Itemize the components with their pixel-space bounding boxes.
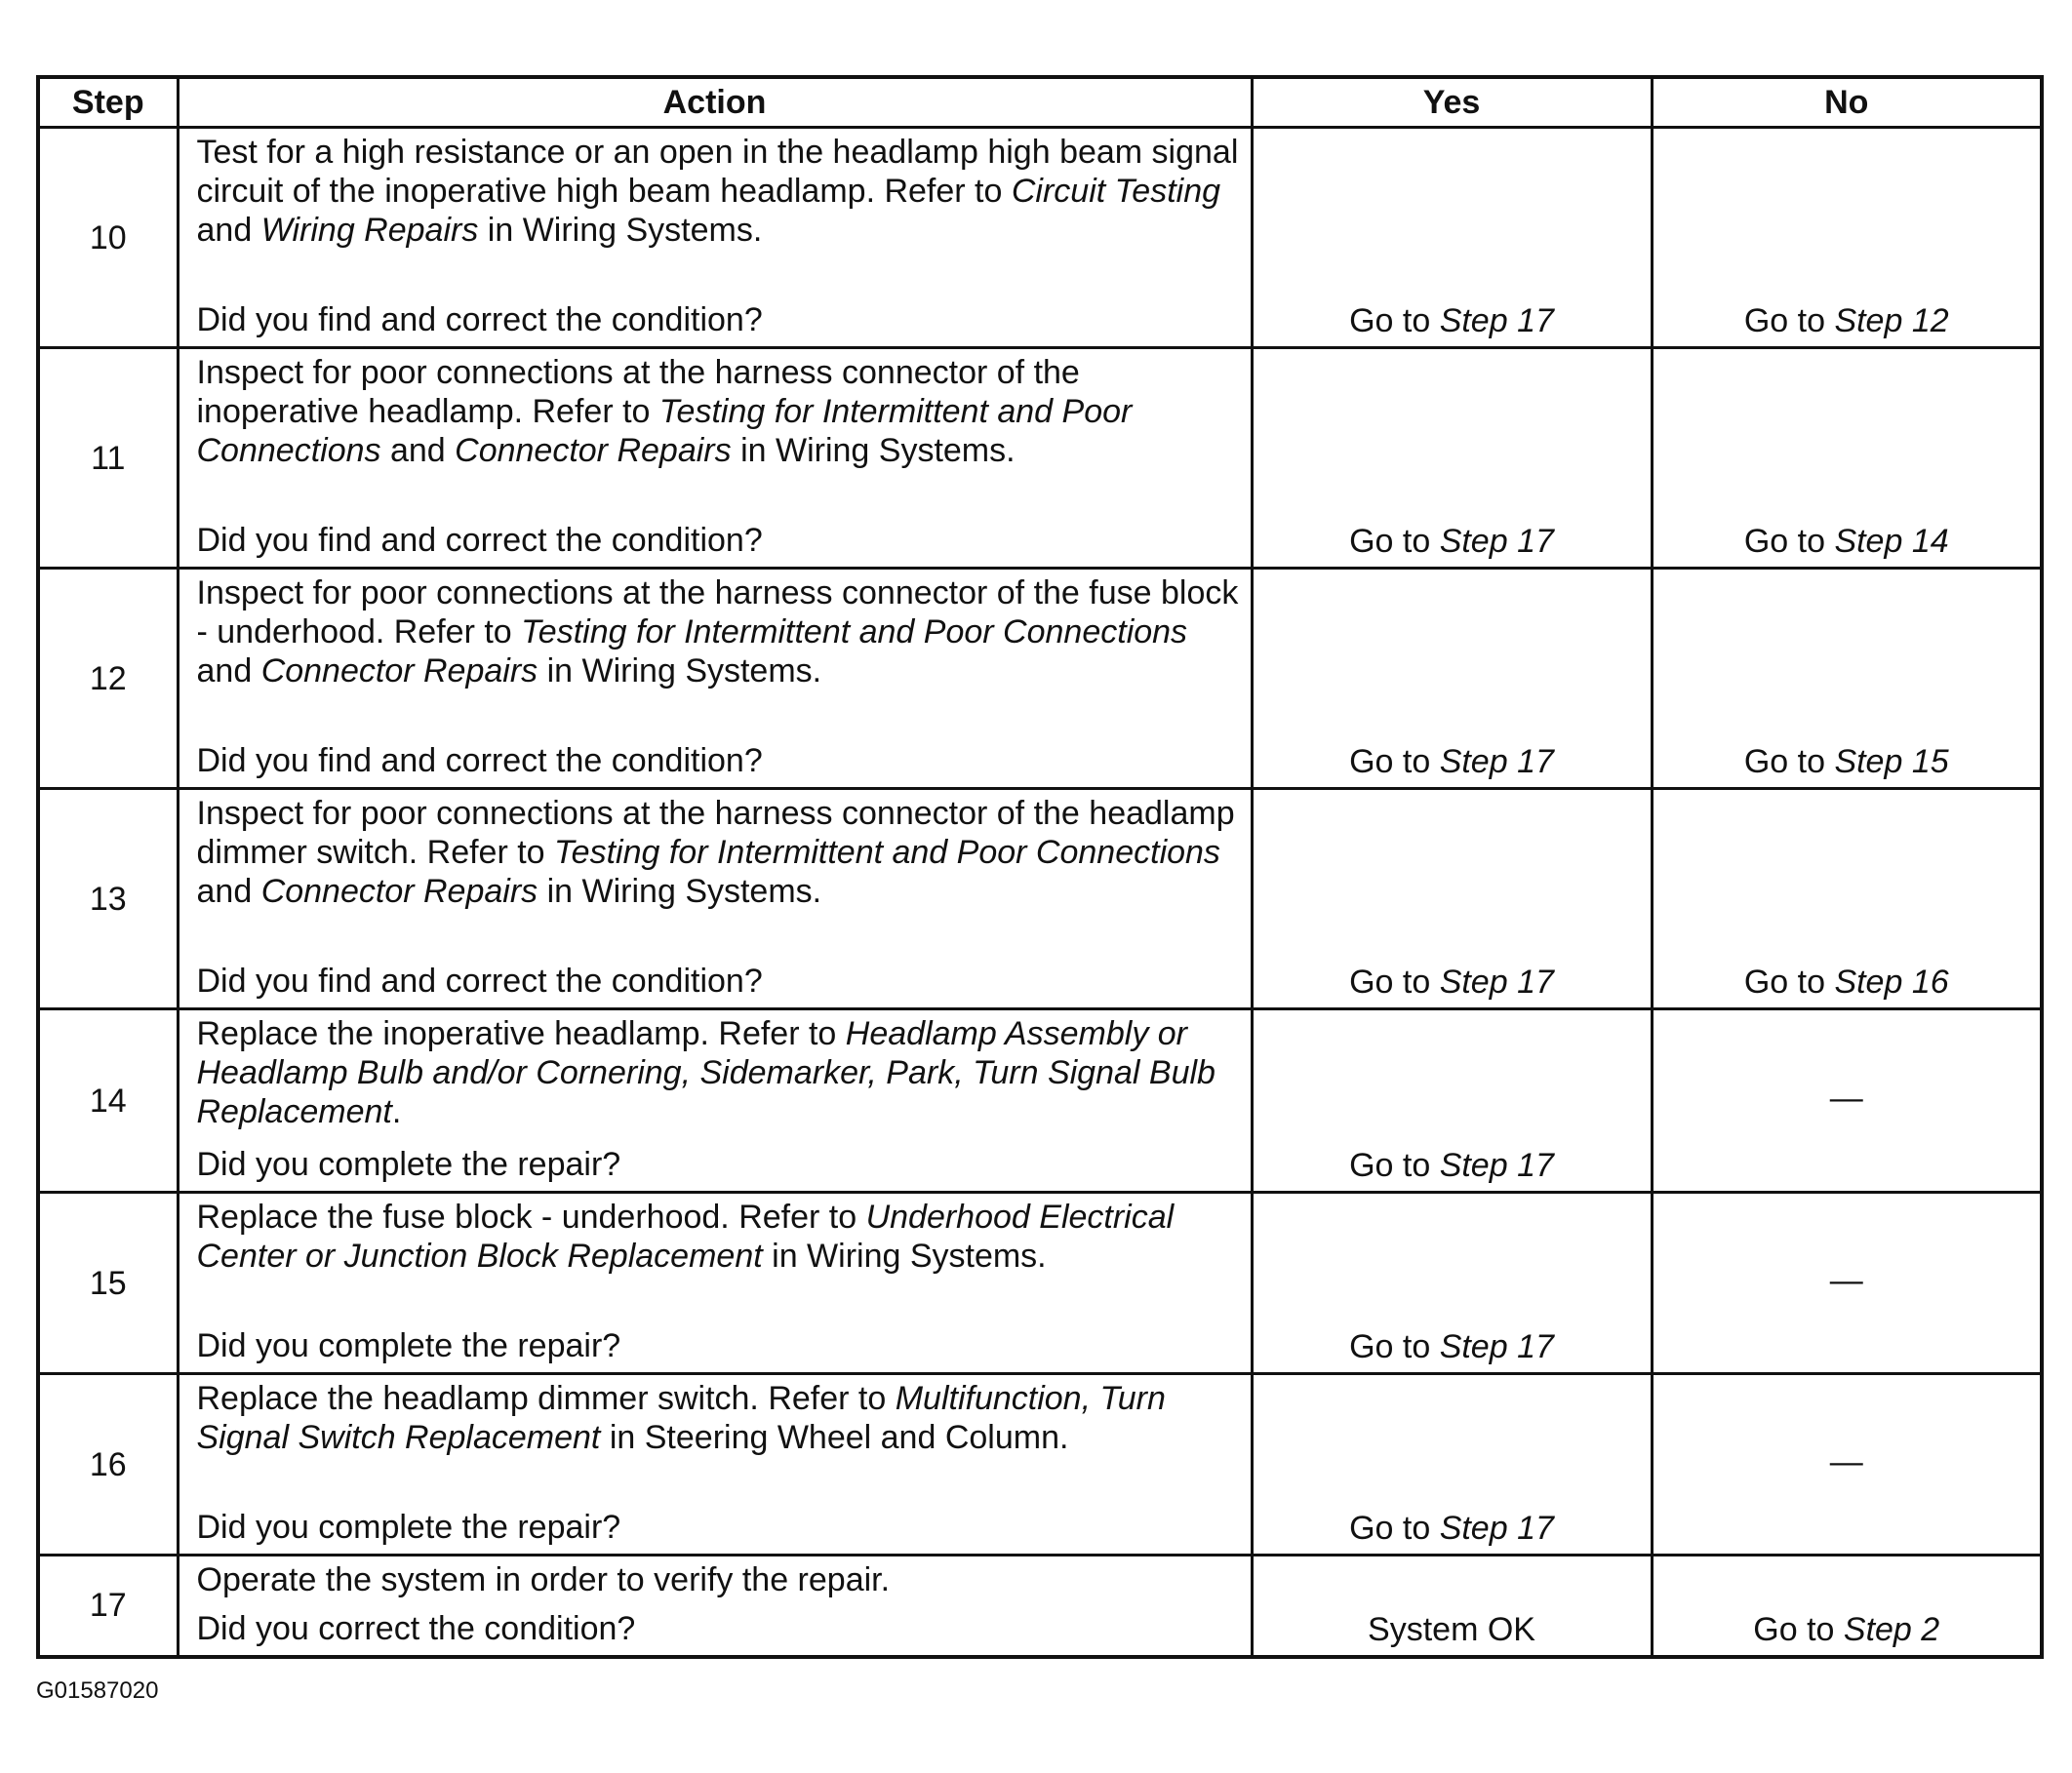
table-row — [38, 569, 2042, 789]
no-result-text: Go to — [1743, 743, 1835, 780]
no-step-reference: Step 15 — [1834, 743, 1949, 780]
yes-cell — [1252, 789, 1652, 1009]
no-result-text: Go to — [1743, 302, 1835, 339]
action-reference: Testing for Intermittent and Poor Connections — [521, 613, 1188, 650]
yes-result-text: Go to — [1349, 1328, 1440, 1365]
action-text — [197, 353, 1239, 470]
yes-result-text: System OK — [1368, 1610, 1535, 1648]
action-segment: Replace the headlamp dimmer switch. Refer to — [196, 1380, 896, 1417]
no-step-reference: Step 16 — [1834, 964, 1949, 1001]
yes-result-text: Go to — [1349, 743, 1440, 780]
header-row — [38, 77, 2042, 128]
no-result-text: — — [1829, 1442, 1863, 1480]
action-question: Did you find and correct the condition? — [196, 301, 763, 338]
action-question: Did you find and correct the condition? — [196, 742, 763, 779]
yes-cell — [1252, 1374, 1652, 1556]
action-segment: and — [196, 652, 261, 690]
action-cell — [178, 569, 1252, 789]
header-no: No — [1652, 77, 2042, 128]
yes-step-reference: Step 17 — [1439, 743, 1554, 780]
yes-step-reference: Step 17 — [1439, 302, 1554, 339]
yes-cell — [1252, 1009, 1652, 1193]
action-segment: in Wiring Systems. — [762, 1238, 1047, 1275]
action-cell — [178, 128, 1252, 348]
action-segment: in Wiring Systems. — [478, 212, 763, 249]
action-segment: in Steering Wheel and Column. — [600, 1419, 1069, 1456]
action-cell — [178, 1193, 1252, 1374]
yes-step-reference: Step 17 — [1439, 964, 1554, 1001]
yes-result-text: Go to — [1349, 1147, 1440, 1184]
action-question: Did you find and correct the condition? — [196, 522, 763, 559]
action-reference: Wiring Repairs — [260, 212, 479, 249]
no-step-reference: Step 12 — [1834, 302, 1949, 339]
no-result-text: — — [1829, 1079, 1863, 1117]
step-number: 10 — [38, 128, 178, 348]
step-number: 14 — [38, 1009, 178, 1193]
table-row — [38, 789, 2042, 1009]
action-text — [197, 1014, 1239, 1131]
yes-result-text: Go to — [1349, 1510, 1440, 1547]
action-cell — [178, 1374, 1252, 1556]
action-reference: Testing for Intermittent and Poor Connections — [554, 834, 1220, 871]
step-number: 13 — [38, 789, 178, 1009]
header-yes: Yes — [1252, 77, 1652, 128]
step-number: 12 — [38, 569, 178, 789]
action-reference: Multifunction, Turn Signal Switch Replacement — [196, 1380, 1166, 1456]
step-number: 11 — [38, 348, 178, 569]
action-reference: Headlamp Assembly or Headlamp Bulb and/or Cornering, Sidemarker, Park, Turn Signal Bulb Replacement — [196, 1015, 1215, 1130]
no-step-reference: Step 14 — [1834, 523, 1949, 560]
no-result-text: Go to — [1743, 523, 1835, 560]
no-result-text: Go to — [1743, 964, 1835, 1001]
action-text — [197, 133, 1239, 250]
action-question: Did you complete the repair? — [196, 1509, 621, 1546]
no-cell — [1652, 569, 2042, 789]
action-cell — [178, 789, 1252, 1009]
header-action: Action — [178, 77, 1252, 128]
action-segment: in Wiring Systems. — [731, 432, 1016, 469]
yes-cell — [1252, 1193, 1652, 1374]
no-cell — [1652, 128, 2042, 348]
yes-step-reference: Step 17 — [1439, 523, 1554, 560]
no-cell — [1652, 1193, 2042, 1374]
yes-result-text: Go to — [1349, 302, 1440, 339]
step-number: 17 — [38, 1556, 178, 1657]
diagnostic-table — [36, 75, 2044, 1659]
action-segment: and — [196, 873, 261, 910]
table-row — [38, 1556, 2042, 1657]
table-row — [38, 1374, 2042, 1556]
action-reference: Connector Repairs — [455, 432, 732, 469]
action-segment: Test for a high resistance or an open in the headlamp high beam signal circuit of the inoperative high beam headlamp. Refer to — [196, 134, 1239, 210]
step-number: 16 — [38, 1374, 178, 1556]
action-segment: and — [196, 212, 261, 249]
table-row — [38, 348, 2042, 569]
no-cell — [1652, 789, 2042, 1009]
action-cell — [178, 1556, 1252, 1657]
header-step: Step — [38, 77, 178, 128]
action-question: Did you complete the repair? — [196, 1146, 621, 1183]
action-reference: Connector Repairs — [260, 873, 538, 910]
action-segment: Inspect for poor connections at the harness connector of the headlamp dimmer switch. Refer to — [196, 795, 1235, 871]
table-row — [38, 128, 2042, 348]
figure-id: G01587020 — [36, 1677, 159, 1704]
no-result-text: — — [1829, 1261, 1863, 1299]
action-question: Did you correct the condition? — [196, 1610, 636, 1647]
action-segment: Replace the fuse block - underhood. Refer to — [196, 1199, 866, 1236]
yes-cell — [1252, 1556, 1652, 1657]
action-segment: in Wiring Systems. — [538, 652, 822, 690]
table-row — [38, 1009, 2042, 1193]
yes-step-reference: Step 17 — [1439, 1328, 1554, 1365]
no-cell — [1652, 1374, 2042, 1556]
action-text — [197, 1198, 1239, 1276]
no-step-reference: Step 2 — [1843, 1610, 1940, 1648]
action-question: Did you complete the repair? — [196, 1327, 621, 1364]
yes-cell — [1252, 569, 1652, 789]
action-text — [197, 794, 1239, 911]
no-cell — [1652, 1556, 2042, 1657]
no-cell — [1652, 348, 2042, 569]
action-segment: Replace the inoperative headlamp. Refer to — [196, 1015, 846, 1052]
action-segment: Operate the system in order to verify the repair. — [196, 1561, 891, 1598]
action-reference: Circuit Testing — [1011, 173, 1221, 210]
step-number: 15 — [38, 1193, 178, 1374]
action-segment: . — [391, 1093, 402, 1130]
yes-cell — [1252, 348, 1652, 569]
action-question: Did you find and correct the condition? — [196, 963, 763, 1000]
no-cell — [1652, 1009, 2042, 1193]
action-segment: Inspect for poor connections at the harness connector of the fuse block - underhood. Refer to — [196, 574, 1239, 650]
action-cell — [178, 348, 1252, 569]
action-segment: and — [380, 432, 456, 469]
action-reference: Connector Repairs — [260, 652, 538, 690]
yes-step-reference: Step 17 — [1439, 1147, 1554, 1184]
action-text — [197, 1560, 1239, 1599]
no-result-text: Go to — [1753, 1610, 1844, 1648]
action-cell — [178, 1009, 1252, 1193]
action-reference: Testing for Intermittent and Poor Connections — [196, 393, 1133, 469]
action-text — [197, 573, 1239, 690]
action-segment: in Wiring Systems. — [538, 873, 822, 910]
action-text — [197, 1379, 1239, 1457]
yes-result-text: Go to — [1349, 964, 1440, 1001]
action-reference: Underhood Electrical Center or Junction Block Replacement — [196, 1199, 1175, 1275]
table-body — [38, 128, 2042, 1657]
table-row — [38, 1193, 2042, 1374]
yes-step-reference: Step 17 — [1439, 1510, 1554, 1547]
action-segment: Inspect for poor connections at the harness connector of the inoperative headlamp. Refer to — [196, 354, 1080, 430]
yes-cell — [1252, 128, 1652, 348]
yes-result-text: Go to — [1349, 523, 1440, 560]
